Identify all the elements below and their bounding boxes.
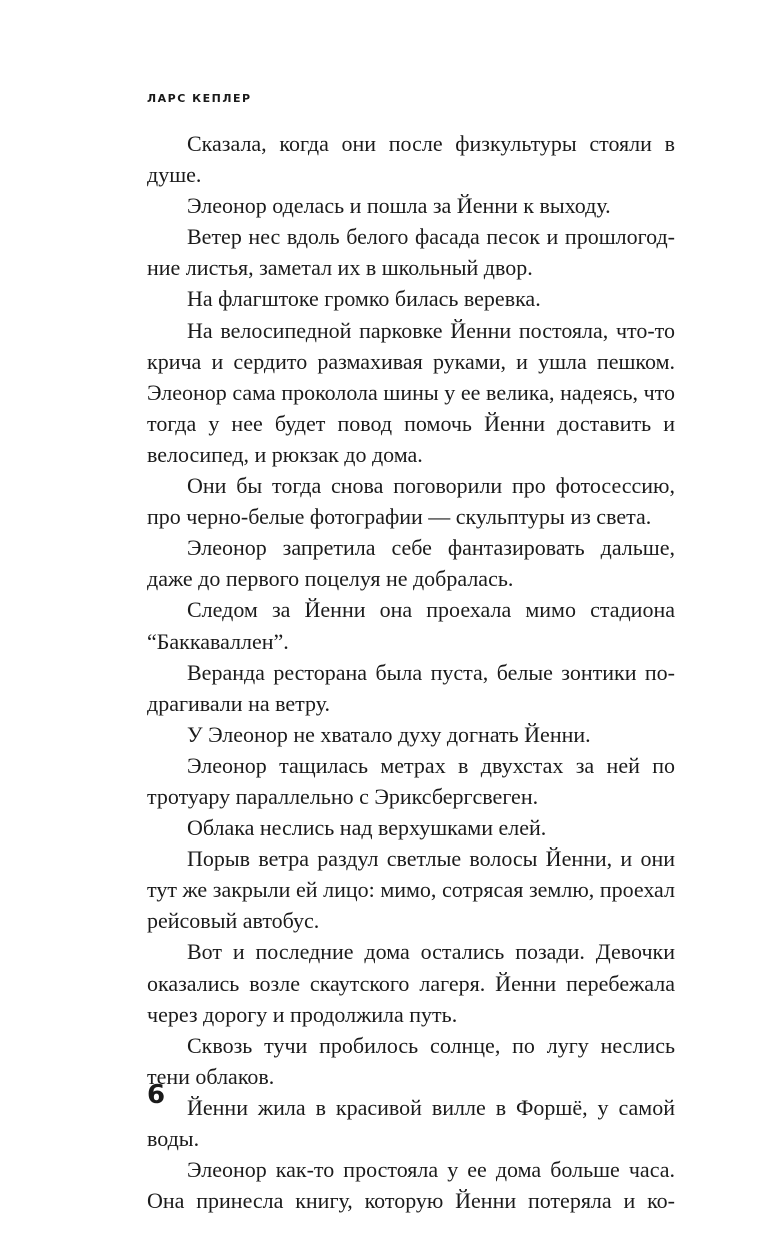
paragraph: Облака неслись над верхушками елей. bbox=[187, 815, 547, 841]
paragraph: У Элеонор не хватало духу догнать Йенни. bbox=[187, 721, 591, 747]
paragraph: Вот и последние дома остались позади. Девочки оказались возле скаутского лагеря. Йенни перебежала через дорогу и продолжила путь. bbox=[147, 939, 675, 1027]
paragraph: Сказала, когда они после физкультуры стояли в душе. bbox=[147, 131, 675, 188]
paragraph: Ветер нес вдоль белого фасада песок и прошлогодние листья, заметал их в школьный двор. bbox=[147, 224, 675, 281]
page-number: 6 bbox=[147, 1080, 166, 1110]
body-text bbox=[147, 128, 675, 1216]
paragraph: Они бы тогда снова поговорили про фотосессию, про черно-белые фотографии — скульптуры из света. bbox=[147, 473, 675, 530]
paragraph: На велосипедной парковке Йенни постояла, что-то крича и сердито размахивая руками, и ушла пешком. Элеонор сама проколола шины у ее велика, надеясь, что тогда у нее будет повод помочь Йенни доставить и велосипед, и рюкзак до дома. bbox=[147, 317, 675, 467]
paragraph: Порыв ветра раздул светлые волосы Йенни, и они тут же закрыли ей лицо: мимо, сотрясая землю, проехал рейсовый автобус. bbox=[147, 846, 675, 934]
paragraph: Следом за Йенни она проехала мимо стадиона “Баккаваллен”. bbox=[147, 597, 675, 654]
paragraph: Веранда ресторана была пуста, белые зонтики подрагивали на ветру. bbox=[147, 659, 675, 716]
paragraph: Элеонор оделась и пошла за Йенни к выходу. bbox=[187, 193, 611, 219]
paragraph: Йенни жила в красивой вилле в Форшё, у самой воды. bbox=[147, 1094, 675, 1151]
paragraph: Сквозь тучи пробилось солнце, по лугу неслись тени облаков. bbox=[147, 1032, 675, 1089]
running-head: ЛАРС КЕПЛЕР bbox=[147, 92, 252, 105]
paragraph: Элеонор как-то простояла у ее дома больше часа. Она принесла книгу, которую Йенни потеряла и ко- bbox=[147, 1157, 675, 1214]
paragraph: Элеонор запретила себе фантазировать дальше, даже до первого поцелуя не добралась. bbox=[147, 535, 675, 592]
paragraph: Элеонор тащилась метрах в двухстах за ней по тротуару параллельно с Эриксбергсвеген. bbox=[147, 752, 675, 809]
paragraph: На флагштоке громко билась веревка. bbox=[187, 286, 541, 312]
